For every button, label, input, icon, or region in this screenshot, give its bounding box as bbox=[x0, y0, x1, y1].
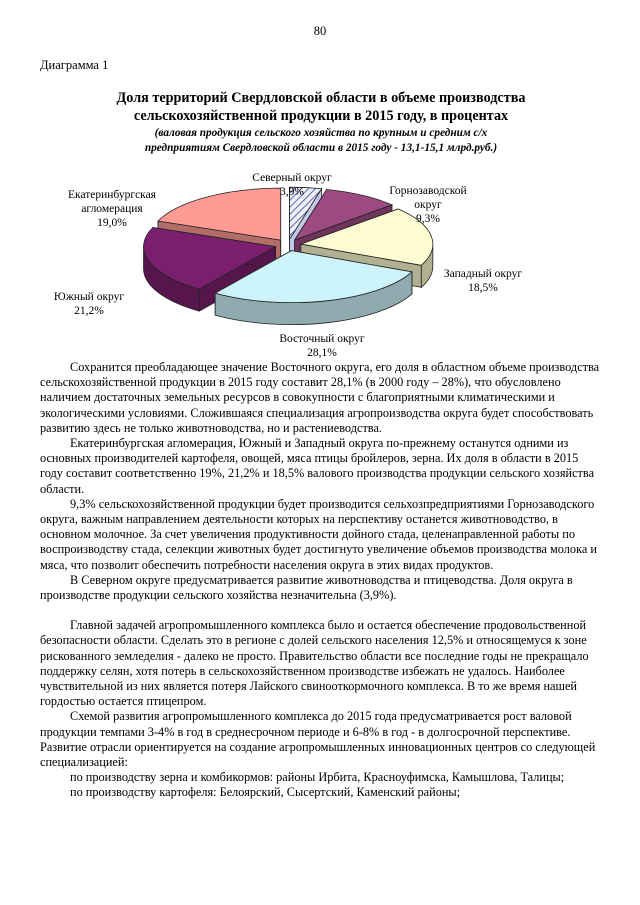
paragraph-development-scheme: Схемой развития агропромышленного комплекса до 2015 года предусматривается рост валовой продукции темпами 3-4% в год в среднесрочном периоде и 6-8% в год - в долгосрочной перспективе. Развитие отрасли ориентируется на создание агропромышленных инновационных центров со следующей специализацией: bbox=[40, 709, 596, 770]
chart-title-line-1: Доля территорий Свердловской области в объеме производства bbox=[116, 90, 526, 106]
pie-label-3-line-0: Восточный округ bbox=[279, 333, 365, 345]
paragraph-ekb-south-west: Екатеринбургская агломерация, Южный и Западный округа по-прежнему останутся одними из основных производителей картофеля, овощей, мяса птицы бройлеров, зерна. Их доля в области в 2015 году составит соответственно 19%, 21,2% и 18,5% валового производства продукции сельского хозяйства области. bbox=[40, 436, 595, 496]
pie-label-0-line-0: Северный округ bbox=[252, 172, 332, 184]
pie-label-4-line-0: Южный округ bbox=[53, 291, 125, 303]
pie-label-2-line-0: Западный округ bbox=[443, 268, 523, 280]
chart-subtitle-line-1: (валовая продукция сельского хозяйства по крупным и средним с/х bbox=[154, 127, 488, 139]
pie-label-5-line-1: агломерация bbox=[81, 203, 143, 215]
paragraph-grain: по производству зерна и комбикормов: районы Ирбита, Красноуфимска, Камышлова, Талицы; bbox=[70, 770, 565, 785]
pie-label-5-line-2: 19,0% bbox=[97, 217, 127, 229]
pie-label-1-line-0: Горнозаводской bbox=[389, 185, 467, 197]
pie-label-3-line-1: 28,1% bbox=[307, 347, 337, 359]
chart-title bbox=[40, 89, 602, 125]
pie-label-2 bbox=[444, 268, 522, 294]
pie-label-5-line-0: Екатеринбургская bbox=[68, 189, 156, 201]
paragraph-northern: В Северном округе предусматривается развитие животноводства и птицеводства. Доля округа в производстве продукции сельского хозяйства незначительна (3,9%). bbox=[40, 572, 573, 603]
paragraph-gornozavodskoy: 9,3% сельскохозяйственной продукции будет производится сельхозпредприятиями Горнозаводского округа, важным направлением деятельности которых на перспективу останется животноводство, в основном молочное. За счет увеличения продуктивности дойного стада, целенаправленной работы по воспроизводству стада, селекции животных будет достигнуто увеличение объемов производства молока и мяса, что позволит обеспечить потребности населения округа в этих видах продуктов. bbox=[40, 496, 597, 572]
pie-label-5 bbox=[68, 189, 157, 229]
page-number: 80 bbox=[313, 24, 327, 38]
chart-title-line-2: сельскохозяйственной продукции в 2015 году, в процентах bbox=[133, 108, 509, 124]
paragraph-eastern: Сохранится преобладающее значение Восточного округа, его доля в областном объеме производства сельскохозяйственной продукции в 2015 году составит 28,1% (в 2000 году – 28%), что обусловлено наличием достаточных земельных ресурсов в совокупности с благоприятными климатическими и экологическими условиями. Сложившаяся специализация агропроизводства округа будет способствовать развитию здесь не только животноводства, но и растениеводства. bbox=[40, 360, 600, 435]
chart-subtitle-line-2: предприятиям Свердловской области в 2015 году - 13,1-15,1 млрд.руб.) bbox=[144, 142, 498, 154]
pie-label-1-line-2: 9,3% bbox=[416, 213, 440, 225]
pie-label-3 bbox=[279, 333, 365, 359]
pie-label-0-line-1: 3,9% bbox=[280, 186, 304, 198]
pie-chart bbox=[0, 150, 640, 362]
pie-label-2-line-1: 18,5% bbox=[468, 282, 498, 294]
paragraph-potato: по производству картофеля: Белоярский, Сысертский, Каменский районы; bbox=[70, 785, 461, 800]
pie-label-4-line-1: 21,2% bbox=[74, 305, 104, 317]
pie-label-4 bbox=[54, 291, 125, 317]
body-text bbox=[40, 360, 600, 801]
pie-label-1-line-1: округ bbox=[414, 199, 442, 211]
paragraph-main-task: Главной задачей агропромышленного комплекса было и остается обеспечение продовольственной безопасности области. Сделать это в регионе с долей сельского населения 12,5% и относящемуся к зоне рискованного земледелия - далеко не просто. Правительство области все последние годы не прекращало поддержку селян, хотя потерь в сельскохозяйственном производстве избежать не удалось. Наиболее чувствительной из них является потеря Лайского свинооткормочного комплекса. В то же время нашей гордостью остается птицепром. bbox=[40, 618, 589, 709]
diagram-label: Диаграмма 1 bbox=[40, 58, 109, 72]
pie-tops bbox=[144, 187, 433, 302]
